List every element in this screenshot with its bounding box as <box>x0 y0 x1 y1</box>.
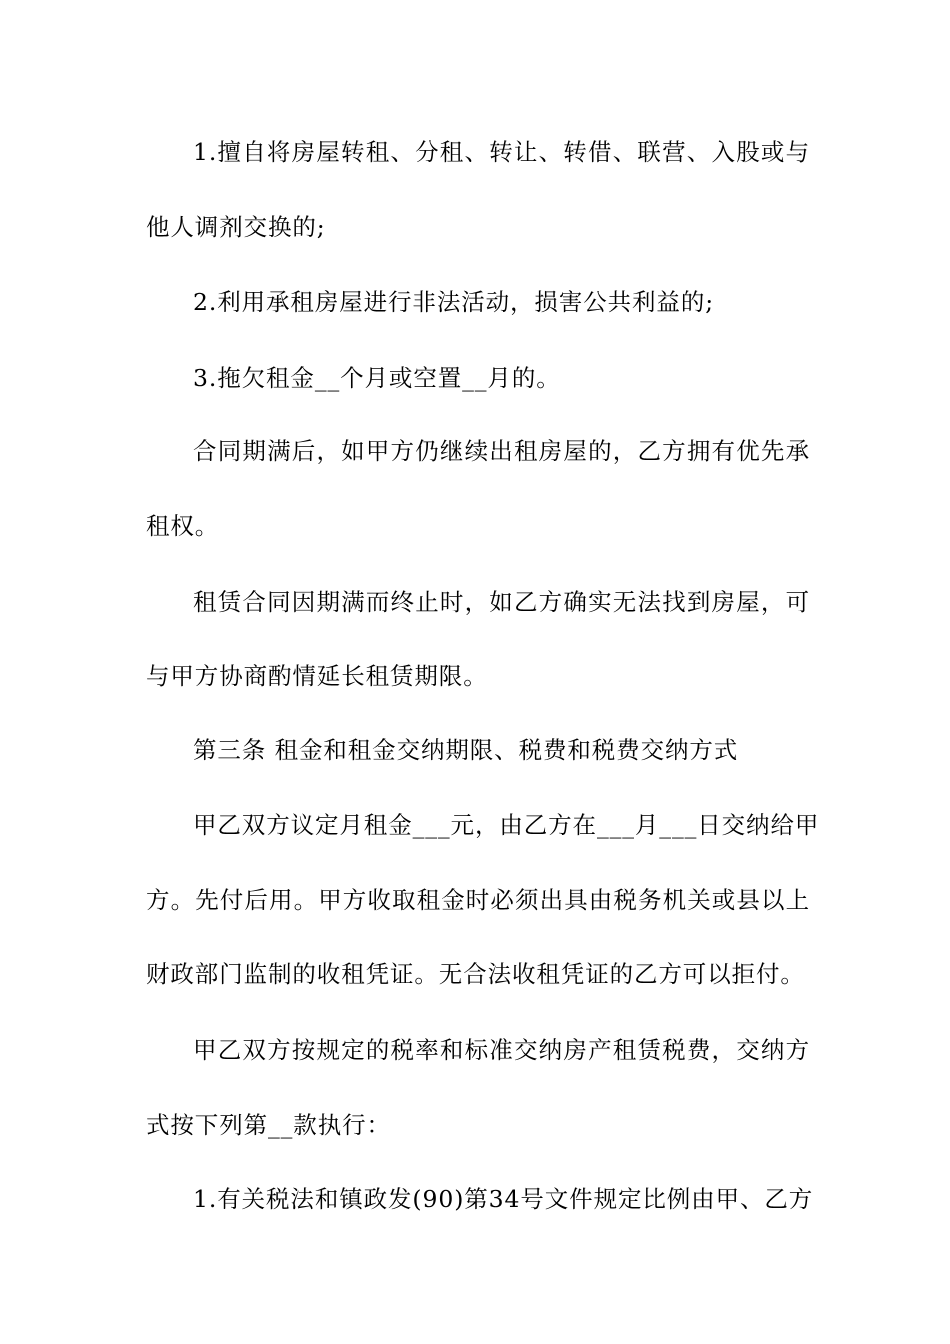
paragraph-line: 租权。 <box>146 512 220 540</box>
paragraph-line: 方。先付后用。甲方收取租金时必须出具由税务机关或县以上 <box>146 886 810 914</box>
paragraph-line: 1.有关税法和镇政发(90)第34号文件规定比例由甲、乙方 <box>193 1185 814 1213</box>
paragraph-line: 甲乙双方按规定的税率和标准交纳房产租赁税费，交纳方 <box>193 1036 810 1064</box>
paragraph-line: 甲乙双方议定月租金___元，由乙方在___月___日交纳给甲 <box>193 811 820 839</box>
paragraph-line: 租赁合同因期满而终止时，如乙方确实无法找到房屋，可 <box>193 588 810 616</box>
paragraph-line: 财政部门监制的收租凭证。无合法收租凭证的乙方可以拒付。 <box>146 960 805 988</box>
paragraph-line: 与甲方协商酌情延长租赁期限。 <box>146 662 488 690</box>
paragraph-line: 式按下列第__款执行： <box>146 1111 391 1139</box>
paragraph-line: 3.拖欠租金__个月或空置__月的。 <box>193 364 561 392</box>
paragraph-line: 他人调剂交换的; <box>146 213 326 241</box>
paragraph-line: 合同期满后，如甲方仍继续出租房屋的，乙方拥有优先承 <box>193 437 810 465</box>
paragraph-line: 1.擅自将房屋转租、分租、转让、转借、联营、入股或与 <box>193 138 810 166</box>
section-heading: 第三条 租金和租金交纳期限、税费和税费交纳方式 <box>193 736 739 764</box>
paragraph-line: 2.利用承租房屋进行非法活动，损害公共利益的; <box>193 288 715 316</box>
